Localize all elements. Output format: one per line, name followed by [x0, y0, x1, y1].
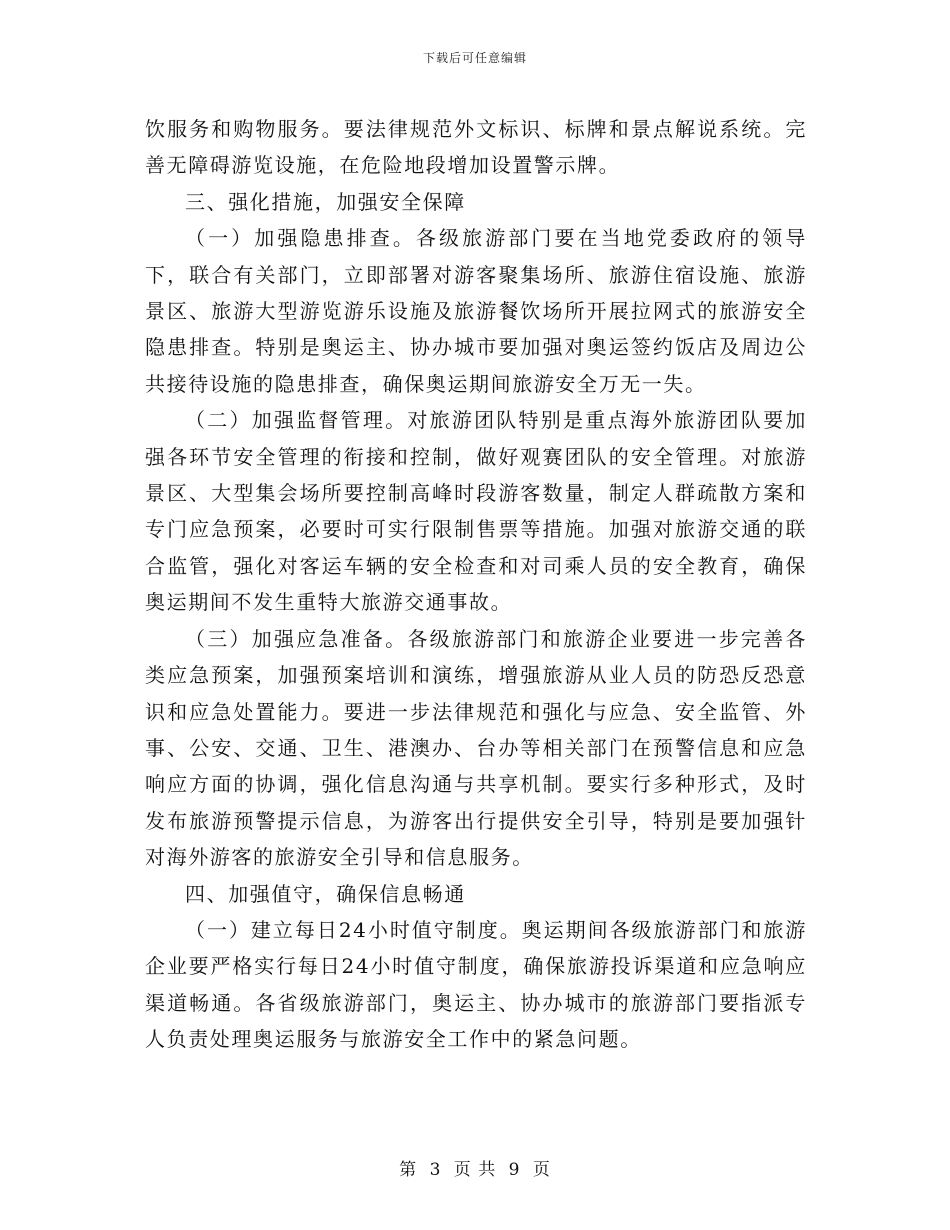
paragraph-duty-system: （一）建立每日24小时值守制度。奥运期间各级旅游部门和旅游企业要严格实行每日24小时值守制度，确保旅游投诉渠道和应急响应渠道畅通。各省级旅游部门，奥运主、协办城市的旅游部门要指派专人负责处理奥运服务与旅游安全工作中的紧急问题。: [145, 917, 807, 1052]
page-total: 9: [508, 1160, 521, 1180]
document-body: [145, 111, 807, 1058]
section-heading-3: 三、强化措施，加强安全保障: [185, 189, 466, 214]
page-current: 3: [429, 1160, 442, 1180]
page-prefix: 第: [399, 1160, 418, 1180]
page-mid: 页 共: [453, 1160, 497, 1180]
paragraph-supervision: （二）加强监督管理。对旅游团队特别是重点海外旅游团队要加强各环节安全管理的衔接和控制，做好观赛团队的安全管理。对旅游景区、大型集会场所要控制高峰时段游客数量，制定人群疏散方案和专门应急预案，必要时可实行限制售票等措施。加强对旅游交通的联合监管，强化对客运车辆的安全检查和对司乘人员的安全教育，确保奥运期间不发生重特大旅游交通事故。: [145, 408, 807, 615]
section-heading-4: 四、加强值守，确保信息畅通: [185, 881, 466, 906]
paragraph-hazard-inspection: （一）加强隐患排查。各级旅游部门要在当地党委政府的领导下，联合有关部门，立即部署对游客聚集场所、旅游住宿设施、旅游景区、旅游大型游览游乐设施及旅游餐饮场所开展拉网式的旅游安全隐患排查。特别是奥运主、协办城市要加强对奥运签约饭店及周边公共接待设施的隐患排查，确保奥运期间旅游安全万无一失。: [145, 226, 807, 396]
header-note: 下载后可任意编辑: [422, 51, 527, 65]
paragraph-emergency-prep: （三）加强应急准备。各级旅游部门和旅游企业要进一步完善各类应急预案，加强预案培训和演练，增强旅游从业人员的防恐反恐意识和应急处置能力。要进一步法律规范和强化与应急、安全监管、外事、公安、交通、卫生、港澳办、台办等相关部门在预警信息和应急响应方面的协调，强化信息沟通与共享机制。要实行多种形式，及时发布旅游预警提示信息，为游客出行提供安全引导，特别是要加强针对海外游客的旅游安全引导和信息服务。: [145, 626, 807, 870]
page-footer: [0, 1155, 950, 1180]
paragraph-continuation: 饮服务和购物服务。要法律规范外文标识、标牌和景点解说系统。完善无障碍游览设施，在危险地段增加设置警示牌。: [145, 117, 807, 178]
page-suffix: 页: [532, 1160, 551, 1180]
